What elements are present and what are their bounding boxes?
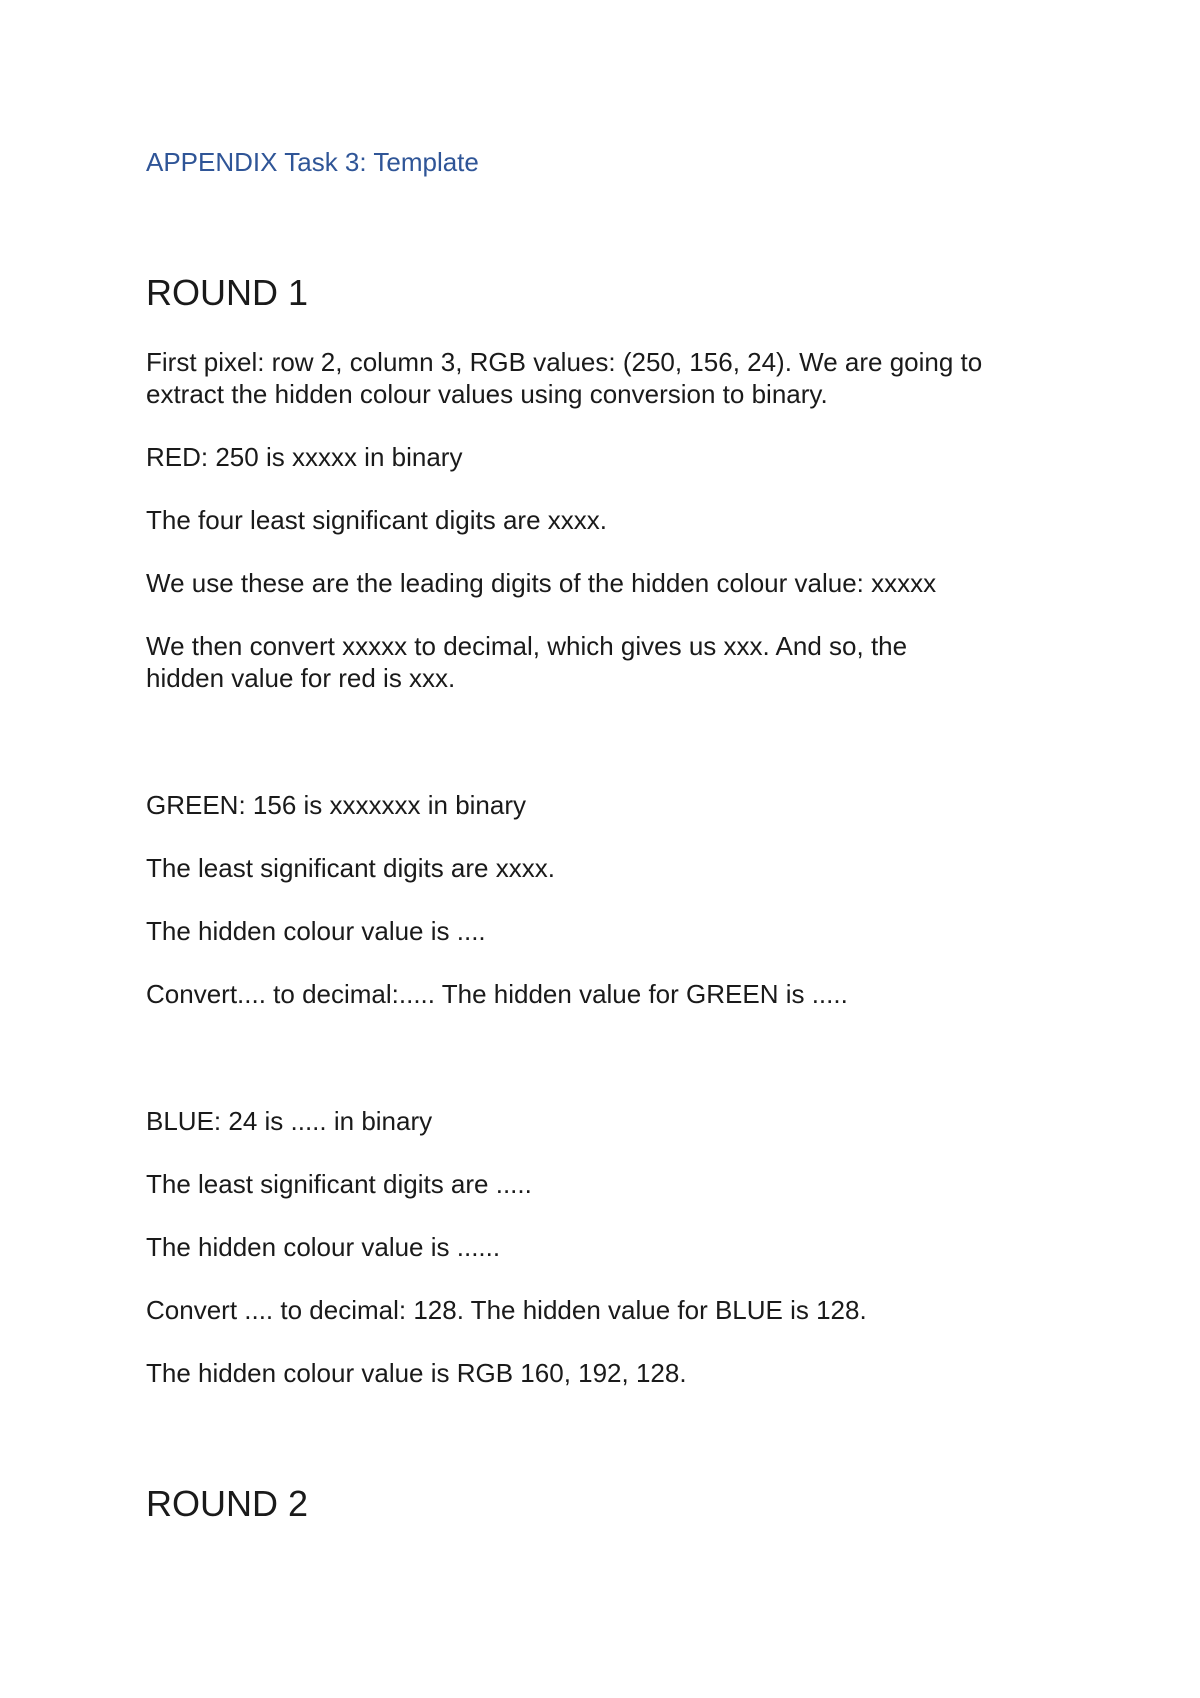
round-2-heading: ROUND 2	[146, 1483, 309, 1524]
summary-line: The hidden colour value is RGB 160, 192, 128.	[146, 1358, 687, 1388]
red-convert-line-2: hidden value for red is xxx.	[146, 663, 456, 693]
green-convert-line: Convert.... to decimal:..... The hidden value for GREEN is .....	[146, 979, 848, 1009]
red-lsd-line: The four least significant digits are xxxx.	[146, 505, 607, 535]
red-binary-line: RED: 250 is xxxxx in binary	[146, 442, 463, 472]
intro-line-2: extract the hidden colour values using conversion to binary.	[146, 379, 828, 409]
round-1-heading: ROUND 1	[146, 272, 309, 313]
green-lsd-line: The least significant digits are xxxx.	[146, 853, 555, 883]
intro-line-1: First pixel: row 2, column 3, RGB values: (250, 156, 24). We are going to	[146, 347, 983, 377]
blue-lsd-line: The least significant digits are .....	[146, 1169, 532, 1199]
red-leading-line: We use these are the leading digits of the hidden colour value: xxxxx	[146, 568, 937, 598]
green-binary-line: GREEN: 156 is xxxxxxx in binary	[146, 790, 527, 820]
blue-binary-line: BLUE: 24 is ..... in binary	[146, 1106, 433, 1136]
green-hidden-line: The hidden colour value is ....	[146, 916, 486, 946]
red-convert-line-1: We then convert xxxxx to decimal, which gives us xxx. And so, the	[146, 631, 908, 661]
blue-convert-line: Convert .... to decimal: 128. The hidden value for BLUE is 128.	[146, 1295, 867, 1325]
blue-hidden-line: The hidden colour value is ......	[146, 1232, 501, 1262]
appendix-title: APPENDIX Task 3: Template	[146, 147, 479, 177]
